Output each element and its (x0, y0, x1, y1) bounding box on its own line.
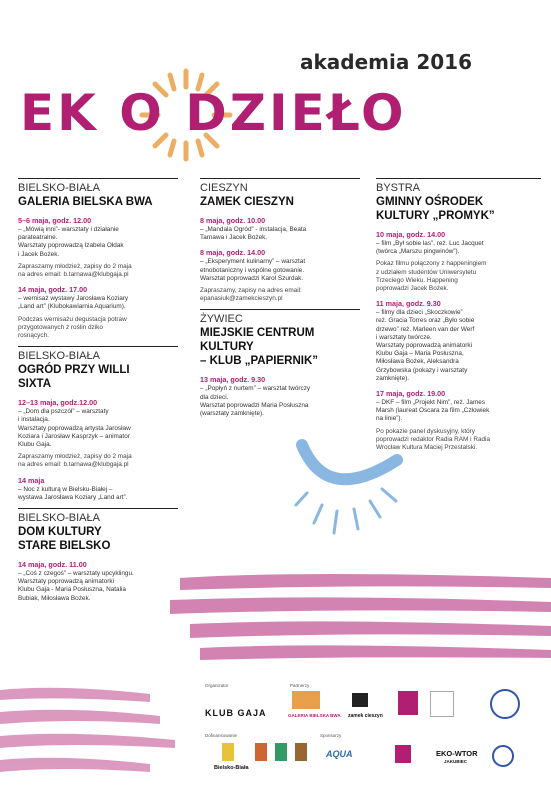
venue-line: SIXTA (18, 378, 52, 391)
venue-title (18, 195, 178, 209)
partner-round-logo-icon (490, 689, 520, 719)
venue-title (18, 525, 178, 553)
event-date: 8 maja, godz. 10.00 (200, 216, 266, 225)
text-line: i instalacja. (18, 416, 50, 424)
sponsor-logo-ekowtor: EKO-WTOR (436, 749, 478, 758)
event-description (376, 309, 541, 383)
text-line: – „Dom dla pszczół” – warsztaty (18, 408, 109, 416)
text-line: – „Mandala Ogród” - instalacja, Beata (200, 226, 307, 233)
text-line: zamknięte). (376, 374, 410, 382)
crest-icon (295, 743, 307, 761)
sponsor-logos (200, 683, 545, 793)
venue-title (18, 363, 178, 391)
text-line: przygotowanych z roślin dziko (18, 323, 103, 331)
partners-label: Partnerzy (290, 683, 310, 688)
text-line: rosnących. (18, 332, 49, 340)
text-line: Podczas wernisażu degustacja potraw (18, 315, 127, 323)
event-date: 14 maja (18, 475, 45, 485)
city-label: BIELSKO-BIAŁA (18, 350, 100, 363)
text-line: Pokaz filmu połączony z happeningiem (376, 260, 487, 268)
text-line: Warsztaty poprowadzą animatorki (376, 342, 473, 350)
venue-line: – KLUB „PAPIERNIK” (200, 355, 318, 368)
text-line: i Jacek Bożek. (18, 250, 60, 258)
event-date: 14 maja, godz. 17.00 (18, 285, 88, 295)
event-note (200, 287, 360, 303)
text-line: – wernisaż wystawy Jarosława Koziary (18, 295, 129, 303)
divider (18, 346, 178, 347)
text-line: Warsztaty poprowadzą artysta Jarosław (18, 424, 131, 432)
text-line: Koziara i Jarosław Kasprzyk – animator (18, 432, 130, 440)
text-line: parateatralne. (18, 234, 58, 242)
text-line: drzewo” reż. Marleen van der Werf (376, 325, 475, 333)
sponsor-logo-icon (395, 745, 411, 763)
text-line: na adres email: b.tarnawa@klubgaja.pl (18, 461, 129, 469)
divider (376, 178, 541, 179)
text-line: Wrocław Kultura Maciej Przestalski. (376, 444, 478, 452)
event-description (18, 570, 178, 603)
text-line: z udziałem studentów Uniwersytetu (376, 268, 477, 276)
venue-title (200, 195, 360, 209)
organizer-logo: KLUB GAJA (205, 708, 267, 718)
divider (18, 178, 178, 179)
partner-logo-icon (398, 691, 418, 715)
watercolor-smile-decoration (282, 405, 412, 550)
event-note (18, 263, 178, 279)
event-note (18, 316, 178, 341)
text-line: – „Mówią inni”- warsztaty i działanie (18, 226, 119, 233)
main-title: EK O DZIEŁO (20, 84, 407, 142)
text-line: Klubu Gaja - Maria Posłuszna, Natalia (18, 586, 126, 594)
bwa-logo-icon (292, 691, 320, 709)
text-line: Warsztaty poprowadzą Izabela Ołdak (18, 242, 124, 250)
text-line: Warsztaty poprowadzą animatorki (18, 578, 115, 586)
text-line: na linie”). (376, 415, 403, 423)
text-line: i warsztaty twórcze. (376, 333, 432, 341)
event-description (18, 486, 178, 502)
cofinancing-logo: Bielsko-Biała (214, 765, 249, 771)
city-label: BYSTRA (376, 182, 421, 194)
text-line: Marsh (laureat Oscara za film „Człowiek (376, 407, 490, 415)
crest-icon (275, 743, 287, 761)
text-line: – film „Był sobie las”, reż. Luc Jacquet (376, 240, 484, 247)
text-line: – Noc z kulturą w Bielsku-Białej – (18, 485, 113, 493)
venue-line: GALERIA BIELSKA BWA (18, 196, 153, 208)
text-line: Zapraszamy, zapisy na adres email: (200, 287, 302, 295)
event-description (200, 258, 360, 283)
text-line: – „Coś z czegoś” – warsztaty upcyklingu. (18, 570, 134, 578)
event-note (18, 453, 178, 469)
venue-line: MIEJSKIE CENTRUM (200, 327, 315, 340)
venue-line: GMINNY OŚRODEK (376, 196, 484, 208)
event-description (18, 226, 178, 259)
divider (200, 178, 360, 179)
sponsors-label: Sponsorzy (320, 733, 342, 738)
text-line: etnobotaniczny i wspólne gotowanie. (200, 266, 305, 274)
city-label: ŻYWIEC (200, 313, 243, 326)
event-date: 11 maja, godz. 9.30 (376, 299, 441, 309)
text-line: Zapraszamy młodzież, zapisy do 2 maja (18, 453, 132, 461)
event-date: 10 maja, godz. 14.00 (376, 230, 446, 239)
crest-icon (255, 743, 267, 761)
partner-logo-zamek: zamek cieszyn (348, 713, 383, 719)
text-line: Bubiak, Miłosława Bożek. (18, 594, 91, 602)
text-line: Warsztat poprowadzi Karol Szurdak. (200, 274, 304, 282)
venue-title (376, 195, 541, 223)
event-date: 12–13 maja, godz.12.00 (18, 398, 98, 408)
divider (200, 309, 360, 310)
column-2 (200, 178, 360, 418)
text-line: „Land art” (Klubokawiarnia Aquarium). (18, 303, 126, 311)
text-line: – DKF – film „Projekt Nim”, reż. James (376, 399, 486, 407)
venue-title (200, 326, 360, 368)
text-line: Grzybowska (pokazy i warsztaty (376, 366, 468, 374)
event-date: 5–6 maja, godz. 12.00 (18, 216, 92, 225)
event-note (376, 260, 541, 293)
city-label: BIELSKO-BIAŁA (18, 182, 100, 194)
partner-logo-icon (430, 691, 454, 717)
event-date: 13 maja, godz. 9.30 (200, 375, 266, 385)
text-line: Warsztat poprowadzi Maria Posłuszna (200, 401, 309, 409)
venue-line: KULTURY „PROMYK” (376, 210, 495, 222)
event-description (376, 240, 541, 256)
text-line: – filmy dla dzieci „Skoczkowie” (376, 309, 463, 317)
text-line: Zapraszamy młodzież, zapisy do 2 maja (18, 262, 132, 270)
venue-line: KULTURY (200, 341, 254, 354)
city-label: BIELSKO-BIAŁA (18, 512, 100, 525)
venue-line: STARE BIELSKO (18, 540, 111, 553)
sponsor-logo-aqua: AQUA (326, 749, 353, 759)
text-line: (twórca „Marszu pingwinów”). (376, 248, 460, 256)
partner-logo-bwa: GALERIA BIELSKA BWA (288, 713, 341, 718)
text-line: Miłosława Bożek, Aleksandra (376, 358, 459, 366)
event-description (200, 226, 360, 242)
text-line: – „Popłyń z nurtem” – warsztat twórczy (200, 385, 311, 393)
text-line: Po pokazie panel dyskusyjny, który (376, 427, 475, 435)
sponsor-round-logo-icon (492, 745, 514, 767)
divider (18, 508, 178, 509)
venue-line: OGRÓD PRZY WILLI (18, 364, 130, 377)
event-description (18, 295, 178, 311)
event-date: 8 maja, godz. 14.00 (200, 248, 266, 258)
city-label: CIESZYN (200, 182, 248, 194)
event-description (18, 408, 178, 449)
text-line: – „Eksperyment kulinarny” – warsztat (200, 258, 306, 266)
text-line: wystawa Jarosława Koziary „Land art”. (18, 493, 128, 501)
text-line: epanasiuk@zamekcieszyn.pl (200, 295, 283, 303)
text-line: poprowadzi Jacek Bożek. (376, 285, 449, 293)
castle-icon (352, 693, 368, 707)
venue-line: DOM KULTURY (18, 526, 102, 539)
column-1 (18, 178, 178, 603)
text-line: (warsztaty zamknięte). (200, 410, 264, 418)
cofinancing-label: Dofinansowanie (205, 733, 238, 738)
text-line: na adres email: b.tarnawa@klubgaja.pl (18, 271, 129, 279)
event-date: 14 maja, godz. 11.00 (18, 560, 87, 570)
text-line: reż. Gracia Torres oraz „Było sobie (376, 317, 475, 325)
header-subtitle: akademia 2016 (300, 50, 472, 74)
venue-line: ZAMEK CIESZYN (200, 196, 294, 208)
organizer-label: Organizator (205, 683, 229, 688)
event-date: 17 maja, godz. 19.00 (376, 389, 446, 399)
crest-icon (222, 743, 234, 761)
text-line: Tarnawa i Jacek Bożek. (200, 234, 268, 242)
text-line: Klubu Gaja – Maria Posłuszna, (376, 350, 464, 358)
text-line: dla dzieci. (200, 393, 229, 401)
sponsor-logo-jakubiec: JAKUBIEC (444, 759, 468, 764)
text-line: Klubu Gaja. (18, 441, 52, 449)
text-line: Trzeciego Wieku. Happening (376, 276, 458, 284)
text-line: poprowadzi redaktor Radia RAM i Radia (376, 435, 491, 443)
